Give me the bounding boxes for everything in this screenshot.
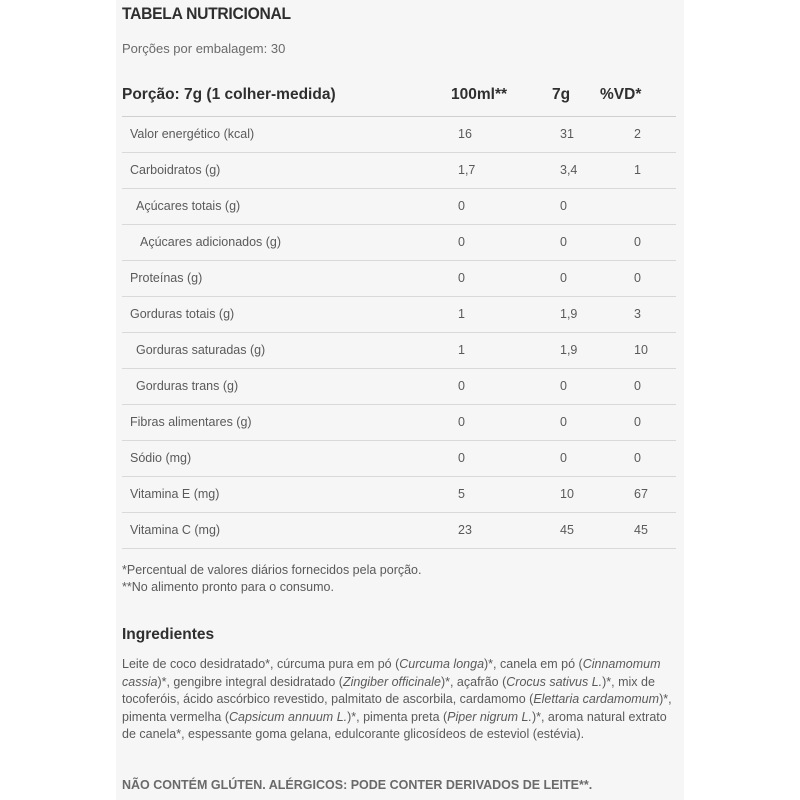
nutrient-label: Vitamina E (mg) (130, 487, 220, 501)
page-title: TABELA NUTRICIONAL (122, 4, 291, 23)
servings-per-package: Porções por embalagem: 30 (122, 41, 286, 56)
table-row (122, 441, 676, 477)
table-row (122, 513, 676, 549)
ingredient-text-segment: )*, açafrão ( (440, 674, 507, 689)
ingredient-scientific-name: Zingiber officinale (342, 674, 441, 689)
daily-value-percent: 0 (634, 235, 641, 249)
value-per-7g: 1,9 (560, 307, 578, 321)
ingredient-scientific-name: Capsicum annuum L. (229, 709, 348, 724)
nutrient-label: Gorduras trans (g) (136, 379, 239, 393)
value-per-100ml: 0 (458, 379, 465, 393)
ingredient-scientific-name: Curcuma longa (399, 657, 485, 671)
value-per-7g: 31 (560, 127, 574, 141)
daily-value-percent: 10 (634, 343, 648, 357)
daily-value-percent: 3 (634, 307, 641, 321)
table-row (122, 405, 676, 441)
ingredient-text-segment: )*, mix de tocoferóis, ácido ascórbico revestido, palmitato de ascorbila, cardamomo ( (122, 674, 655, 707)
value-per-100ml: 1,7 (458, 163, 476, 177)
daily-value-percent: 2 (634, 127, 641, 141)
nutrient-label: Valor energético (kcal) (130, 127, 255, 141)
nutrition-table (122, 80, 676, 549)
value-per-7g: 1,9 (560, 343, 578, 357)
value-per-7g: 0 (560, 451, 567, 465)
table-row (122, 225, 676, 261)
daily-value-percent: 67 (634, 487, 648, 501)
nutrient-label: Carboidratos (g) (130, 163, 221, 177)
table-row (122, 477, 676, 513)
nutrient-label: Açúcares totais (g) (136, 199, 241, 213)
value-per-7g: 10 (560, 487, 574, 501)
value-per-100ml: 1 (458, 307, 465, 321)
daily-value-percent: 1 (634, 163, 641, 177)
allergen-warning: NÃO CONTÉM GLÚTEN. ALÉRGICOS: PODE CONTER DERIVADOS DE LEITE**. (122, 778, 593, 792)
value-per-7g: 45 (560, 523, 574, 537)
nutrient-label: Açúcares adicionados (g) (140, 235, 282, 249)
table-row (122, 189, 676, 225)
daily-value-percent: 0 (634, 451, 641, 465)
value-per-7g: 0 (560, 235, 567, 249)
value-per-100ml: 1 (458, 343, 465, 357)
ingredient-text-segment: )*, gengibre integral desidratado ( (157, 674, 343, 689)
ingredient-text-segment: )*, canela em pó ( (484, 657, 583, 671)
table-row (122, 369, 676, 405)
ingredients-text (122, 656, 678, 744)
value-per-100ml: 0 (458, 271, 465, 285)
value-per-7g: 0 (560, 199, 567, 213)
ingredient-scientific-name: Crocus sativus L. (506, 674, 603, 689)
value-per-100ml: 16 (458, 127, 472, 141)
ready-to-consume-footnote: **No alimento pronto para o consumo. (122, 580, 334, 594)
value-per-100ml: 0 (458, 415, 465, 429)
daily-value-percent: 45 (634, 523, 648, 537)
nutrient-label: Gorduras totais (g) (130, 307, 235, 321)
daily-value-percent: 0 (634, 379, 641, 393)
value-per-7g: 0 (560, 271, 567, 285)
ingredient-text-segment: Leite de coco desidratado*, cúrcuma pura em pó ( (122, 657, 400, 671)
nutrient-label: Fibras alimentares (g) (130, 415, 252, 429)
ingredient-scientific-name: Elettaria cardamomum (533, 692, 660, 707)
value-per-100ml: 5 (458, 487, 465, 501)
nutrient-label: Proteínas (g) (130, 271, 203, 285)
ingredient-text-segment: )*, pimenta preta ( (347, 709, 448, 724)
value-per-7g: 0 (560, 415, 567, 429)
ingredient-scientific-name: Piper nigrum L. (447, 709, 532, 724)
daily-value-percent: 0 (634, 415, 641, 429)
table-row (122, 117, 676, 153)
nutrient-label: Gorduras saturadas (g) (136, 343, 266, 357)
table-row (122, 261, 676, 297)
per-100ml-header: 100ml** (451, 86, 508, 103)
value-per-100ml: 0 (458, 199, 465, 213)
daily-value-header: %VD* (600, 86, 642, 103)
value-per-100ml: 0 (458, 235, 465, 249)
value-per-7g: 3,4 (560, 163, 578, 177)
daily-value-percent: 0 (634, 271, 641, 285)
table-row (122, 153, 676, 189)
footnotes (122, 562, 421, 596)
per-7g-header: 7g (552, 86, 571, 103)
table-header (122, 80, 676, 117)
portion-header: Porção: 7g (1 colher-medida) (122, 86, 336, 103)
table-row (122, 297, 676, 333)
ingredient-scientific-name: Cinnamomum cassia (122, 657, 661, 689)
table-row (122, 333, 676, 369)
ingredient-text-segment: )*, pimenta vermelha ( (122, 692, 672, 724)
daily-value-footnote: *Percentual de valores diários fornecidos pela porção. (122, 563, 422, 577)
value-per-7g: 0 (560, 379, 567, 393)
nutrient-label: Vitamina C (mg) (130, 523, 221, 537)
ingredient-text-segment: )*, aroma natural extrato de canela*, espessante goma gelana, edulcorante glicosídeos de esteviol (estévia). (122, 709, 667, 742)
value-per-100ml: 23 (458, 523, 472, 537)
table-body (122, 117, 676, 549)
value-per-100ml: 0 (458, 451, 465, 465)
ingredients-title: Ingredientes (122, 626, 215, 643)
nutrient-label: Sódio (mg) (130, 451, 192, 465)
